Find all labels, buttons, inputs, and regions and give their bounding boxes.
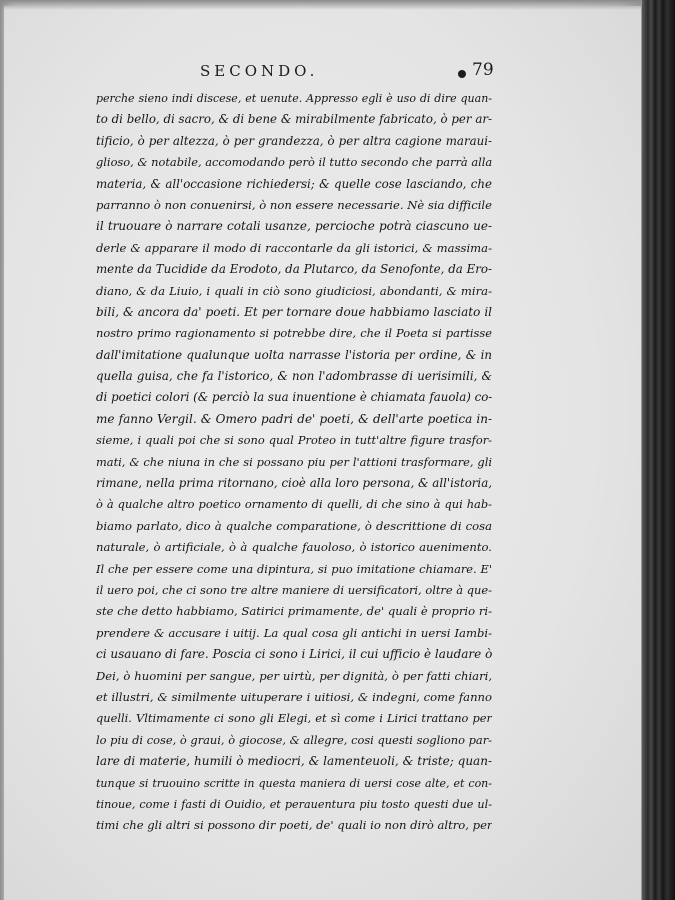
text-line: naturale, ò artificiale, ò à qualche fauoloso, ò istorico auenimento. xyxy=(96,540,492,555)
book-spine xyxy=(642,0,675,900)
text-line: to di bello, di sacro, & di bene & mirabilmente fabricato, ò per ar- xyxy=(96,112,492,127)
text-line: Il che per essere come una dipintura, si puo imitatione chiamare. E' xyxy=(96,561,492,576)
text-line: tinoue, come i fasti di Ouidio, et perauentura piu tosto questi due ul- xyxy=(96,797,492,811)
text-line: il truouare ò narrare cotali usanze, percioche potrà ciascuno ue- xyxy=(96,219,492,234)
text-line: il uero poi, che ci sono tre altre maniere di uersificatori, oltre à que- xyxy=(96,582,492,597)
text-line: rimane, nella prima ritornano, cioè alla loro persona, & all'istoria, xyxy=(96,476,492,491)
folio-dot-ornament xyxy=(458,70,466,78)
running-head: SECONDO. xyxy=(200,62,319,80)
text-line: quella guisa, che fa l'istorico, & non l'adombrasse di uerisimili, & xyxy=(96,369,492,384)
page-number: 79 xyxy=(472,60,494,80)
text-line: glioso, & notabile, accomodando però il tutto secondo che parrà alla xyxy=(96,155,492,170)
text-line: et illustri, & similmente uituperare i uitiosi, & indegni, come fanno xyxy=(96,689,492,704)
body-text xyxy=(96,88,492,837)
text-line: derle & apparare il modo di raccontarle da gli istorici, & massima- xyxy=(96,240,492,255)
page-header xyxy=(200,60,520,84)
text-line: lare di materie, humili ò mediocri, & lamenteuoli, & triste; quan- xyxy=(96,754,492,769)
top-edge-shadow xyxy=(0,0,675,10)
text-line: Dei, ò huomini per sangue, per uirtù, per dignità, ò per fatti chiari, xyxy=(96,668,492,683)
text-line: mente da Tucidide da Erodoto, da Plutarco, da Senofonte, da Ero- xyxy=(96,262,492,277)
text-line: diano, & da Liuio, i quali in ciò sono giudiciosi, abondanti, & mira- xyxy=(96,283,492,298)
text-line: bili, & ancora da' poeti. Et per tornare doue habbiamo lasciato il xyxy=(96,304,492,319)
text-line: mati, & che niuna in che si possano piu per l'attioni trasformare, gli xyxy=(96,454,492,469)
text-line: timi che gli altri si possono dir poeti, de' quali io non dirò altro, per xyxy=(96,818,492,833)
text-line: tificio, ò per altezza, ò per grandezza, ò per altra cagione maraui- xyxy=(96,133,492,148)
text-line: me fanno Vergil. & Omero padri de' poeti, & dell'arte poetica in- xyxy=(96,411,492,426)
text-line: dall'imitatione qualunque uolta narrasse l'istoria per ordine, & in xyxy=(96,347,492,362)
text-line: ci usauano di fare. Poscia ci sono i Lirici, il cui ufficio è laudare ò xyxy=(96,647,492,662)
text-line: ste che detto habbiamo, Satirici primamente, de' quali è proprio ri- xyxy=(96,604,492,619)
text-line: perche sieno indi discese, et uenute. Appresso egli è uso di dire quan- xyxy=(96,92,492,105)
text-line: tunque si truouino scritte in questa maniera di uersi cose alte, et con- xyxy=(96,776,492,790)
text-line: quelli. Vltimamente ci sono gli Elegi, et sì come i Lirici trattano per xyxy=(96,711,492,726)
text-line: nostro primo ragionamento si potrebbe dire, che il Poeta si partisse xyxy=(96,326,492,341)
text-line: sieme, i quali poi che si sono qual Proteo in tutt'altre figure trasfor- xyxy=(96,433,492,448)
text-line: parranno ò non conuenirsi, ò non essere necessarie. Nè sia difficile xyxy=(96,197,492,212)
text-line: biamo parlato, dico à qualche comparatione, ò descrittione di cosa xyxy=(96,518,492,533)
text-line: lo piu di cose, ò graui, ò giocose, & allegre, cosi questi sogliono par- xyxy=(96,732,492,747)
text-line: prendere & accusare i uitij. La qual cosa gli antichi in uersi Iambi- xyxy=(96,625,492,640)
text-line: di poetici colori (& perciò la sua inuentione è chiamata fauola) co- xyxy=(96,390,492,405)
text-line: materia, & all'occasione richiedersi; & quelle cose lasciando, che xyxy=(96,176,492,191)
text-line: ò à qualche altro poetico ornamento di quelli, di che sino à qui hab- xyxy=(96,497,492,512)
